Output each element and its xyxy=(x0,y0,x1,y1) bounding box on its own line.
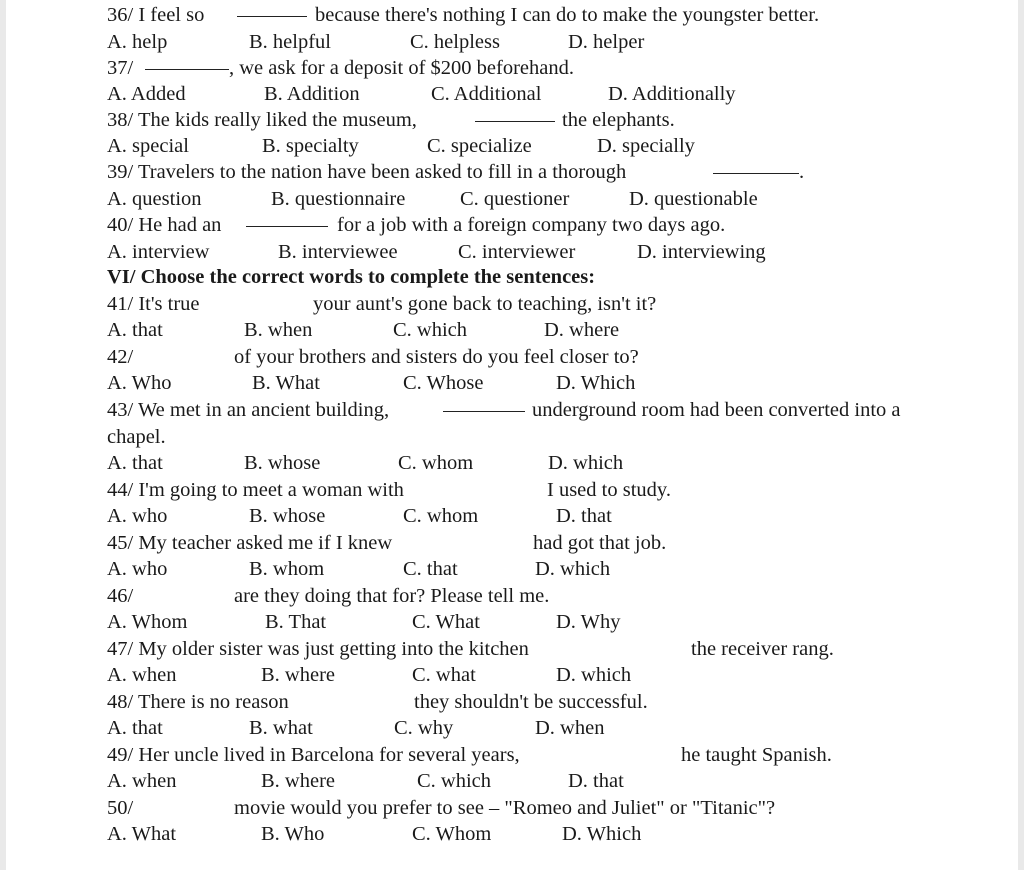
option-c: C. why xyxy=(394,717,454,739)
option-a: A. who xyxy=(107,558,168,580)
option-a: A. Whom xyxy=(107,611,188,633)
option-d: D. which xyxy=(548,452,624,474)
stem-part-2: because there's nothing I can do to make the youngster better. xyxy=(315,4,820,26)
option-d: D. which xyxy=(535,558,611,580)
option-d: D. interviewing xyxy=(637,241,766,263)
option-c: C. specialize xyxy=(427,135,532,157)
stem-part-1: 47/ My older sister was just getting into the kitchen xyxy=(107,638,529,660)
stem-part-2: are they doing that for? Please tell me. xyxy=(234,585,550,607)
option-a: A. help xyxy=(107,31,168,53)
option-c: C. interviewer xyxy=(458,241,576,263)
stem-part-2: had got that job. xyxy=(533,532,667,554)
question-43-stem-continued: chapel. xyxy=(107,426,166,448)
option-a: A. that xyxy=(107,452,163,474)
stem-part-1: 36/ I feel so xyxy=(107,4,205,26)
option-a: A. who xyxy=(107,505,168,527)
option-c: C. which xyxy=(417,770,492,792)
option-b: B. specialty xyxy=(262,135,359,157)
option-b: B. interviewee xyxy=(278,241,398,263)
option-a: A. What xyxy=(107,823,177,845)
option-c: C. whom xyxy=(403,505,479,527)
stem-part-1: 37/ xyxy=(107,57,134,79)
stem-part-1: 41/ It's true xyxy=(107,293,200,315)
option-a: A. Added xyxy=(107,83,186,105)
option-b: B. when xyxy=(244,319,313,341)
option-b: B. Addition xyxy=(264,83,360,105)
option-d: D. Which xyxy=(556,372,636,394)
stem-part-1: 44/ I'm going to meet a woman with xyxy=(107,479,404,501)
option-b: B. whose xyxy=(244,452,321,474)
option-b: B. whose xyxy=(249,505,326,527)
option-b: B. where xyxy=(261,770,336,792)
stem-part-1: 38/ The kids really liked the museum, xyxy=(107,109,417,131)
option-d: D. helper xyxy=(568,31,645,53)
option-b: B. what xyxy=(249,717,313,739)
answer-blank xyxy=(237,0,307,24)
stem-part-2: underground room had been converted into a xyxy=(532,399,901,421)
option-d: D. that xyxy=(568,770,624,792)
option-b: B. whom xyxy=(249,558,325,580)
stem-part-2: , we ask for a deposit of $200 beforehand. xyxy=(229,57,574,79)
stem-part-1: 42/ xyxy=(107,346,134,368)
answer-blank xyxy=(145,51,229,77)
option-b: B. where xyxy=(261,664,336,686)
option-c: C. questioner xyxy=(460,188,570,210)
answer-blank xyxy=(713,155,799,181)
stem-part-2: your aunt's gone back to teaching, isn't it? xyxy=(313,293,657,315)
stem-part-2: the elephants. xyxy=(562,109,675,131)
option-a: A. Who xyxy=(107,372,172,394)
option-d: D. Additionally xyxy=(608,83,736,105)
option-d: D. Why xyxy=(556,611,621,633)
option-a: A. that xyxy=(107,319,163,341)
worksheet-page xyxy=(6,0,1018,870)
stem-part-2: they shouldn't be successful. xyxy=(414,691,648,713)
stem-part-2: he taught Spanish. xyxy=(681,744,832,766)
section-heading: VI/ Choose the correct words to complete the sentences: xyxy=(107,266,596,288)
option-d: D. when xyxy=(535,717,605,739)
answer-blank xyxy=(475,103,555,129)
option-b: B. Who xyxy=(261,823,325,845)
option-c: C. Whose xyxy=(403,372,484,394)
stem-part-2: I used to study. xyxy=(547,479,671,501)
stem-part-2: movie would you prefer to see – "Romeo and Juliet" or "Titanic"? xyxy=(234,797,776,819)
stem-part-2: of your brothers and sisters do you feel closer to? xyxy=(234,346,639,368)
option-d: D. where xyxy=(544,319,620,341)
option-c: C. What xyxy=(412,611,480,633)
option-d: D. Which xyxy=(562,823,642,845)
option-d: D. questionable xyxy=(629,188,758,210)
option-c: C. that xyxy=(403,558,458,580)
stem-part-1: 46/ xyxy=(107,585,134,607)
option-d: D. specially xyxy=(597,135,695,157)
stem-part-2: . xyxy=(799,161,805,183)
option-c: C. Additional xyxy=(431,83,542,105)
option-d: D. which xyxy=(556,664,632,686)
option-c: C. whom xyxy=(398,452,474,474)
option-c: C. which xyxy=(393,319,468,341)
stem-part-2: the receiver rang. xyxy=(691,638,834,660)
stem-part-1: 45/ My teacher asked me if I knew xyxy=(107,532,393,554)
option-b: B. That xyxy=(265,611,327,633)
stem-part-1: 43/ We met in an ancient building, xyxy=(107,399,390,421)
answer-blank xyxy=(246,208,328,234)
stem-part-1: 50/ xyxy=(107,797,134,819)
option-a: A. special xyxy=(107,135,189,157)
option-c: C. what xyxy=(412,664,476,686)
stem-part-1: 49/ Her uncle lived in Barcelona for several years, xyxy=(107,744,520,766)
option-c: C. helpless xyxy=(410,31,500,53)
stem-part-2: for a job with a foreign company two days ago. xyxy=(337,214,726,236)
option-b: B. helpful xyxy=(249,31,331,53)
option-d: D. that xyxy=(556,505,612,527)
stem-part-1: 39/ Travelers to the nation have been asked to fill in a thorough xyxy=(107,161,627,183)
option-a: A. that xyxy=(107,717,163,739)
option-c: C. Whom xyxy=(412,823,492,845)
option-b: B. questionnaire xyxy=(271,188,406,210)
option-a: A. question xyxy=(107,188,202,210)
option-a: A. interview xyxy=(107,241,210,263)
answer-blank xyxy=(443,393,525,419)
option-a: A. when xyxy=(107,664,177,686)
option-a: A. when xyxy=(107,770,177,792)
option-b: B. What xyxy=(252,372,320,394)
stem-part-1: 48/ There is no reason xyxy=(107,691,289,713)
stem-part-1: 40/ He had an xyxy=(107,214,222,236)
